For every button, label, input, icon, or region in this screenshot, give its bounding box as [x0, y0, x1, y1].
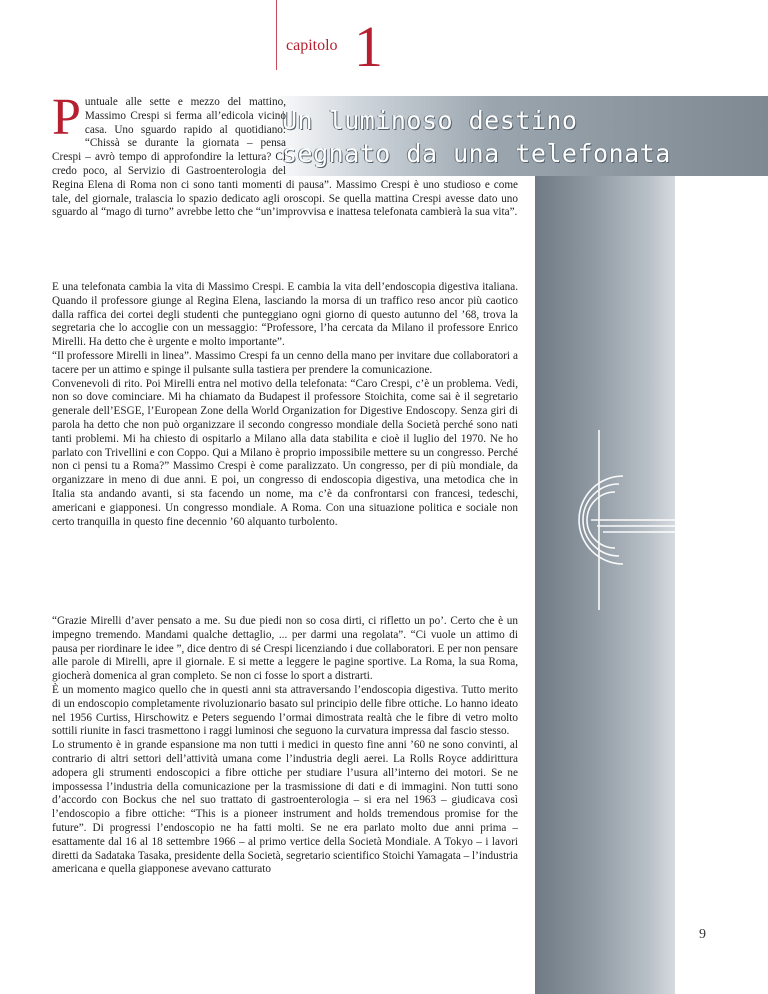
body-paragraph: Convenevoli di rito. Poi Mirelli entra nel motivo della telefonata: “Caro Crespi, c’è un problema. Vedi, non so dove cominciare. Mi ha chiamato da Budapest il professore Stoichita, come sai è il segretario generale dell’ESGE, l’European Zone della World Organization for Digestive Endoscopy. Senza giri di parola ha detto che non può organizzare il secondo congresso mondiale della Società perché sono nati tanti problemi. Mi ha chiesto di ospitarlo a Milano alla data stabilita e cioè il luglio del 1970. Ne ho parlato con Trivellini e con Coppo. Qui a Milano è proprio impossibile mettere su un congresso. Perché non ci pensi tu a Roma?” Massimo Crespi è come paralizzato. Un congresso, per di più mondiale, da organizzare in meno di due anni. E poi, un congresso di endoscopia digestiva, una metodica che in Italia sta andando avanti, si sta facendo un nome, ma c’è da confrontarsi con francesi, tedeschi, americani e giapponesi. Un congresso mondiale. A Roma. Con una situazione politica e sociale non certo tranquilla in questo fine decennio ’60 alquanto turbolento. — [52, 377, 518, 528]
circle-ornament-icon — [535, 420, 675, 620]
middle-paragraph-block — [52, 281, 518, 529]
title-spacer — [286, 96, 518, 176]
body-paragraph: Lo strumento è in grande espansione ma non tutti i medici in questo fine anni ’60 ne sono convinti, al contrario di altri settori dell’attività umana come l’industria degli aerei. La Rolls Royce addirittura adopera gli strumenti endoscopici a fibre ottiche per studiare l’usura all’interno dei motori. Se ne impossessa l’industria della comunicazione per la trasmissione di dati e di immagini. Non tutti sono d’accordo con Bockus che nel suo trattato di gastroenterologia – si era nel 1963 – giudicava così l’endoscopio a fibre ottiche: “This is a pioneer instrument and holds tremendous promise for the future”. Di progressi l’endoscopio ne ha fatti molti. Se ne era parlato molto due anni prima – esattamente dal 16 al 18 settembre 1966 – al primo vertice della Società Mondiale. A Tokyo – i lavori diretti da Sadataka Tasaka, presidente della Società, segretario scientifico Stoichi Yamagata – l’industria americana e quella giapponese avevano catturato — [52, 739, 518, 876]
chapter-number: 1 — [354, 14, 383, 79]
intro-paragraph: untuale alle sette e mezzo del mattino, Massimo Crespi si ferma all’edicola vicino casa. Uno sguardo rapido al quotidiano: “Chissà se durante la giornata – pensa Crespi – avrò tempo di approfondire la lettura? Ci credo poco, al Servizio di Gastroenterologia del Regina Elena di Roma non ci sono tanti momenti di pausa”. Massimo Crespi è uno studioso e come tale, del giornale, tralascia lo spazio dedicato agli oroscopi. Se quella mattina Crespi avesse dato uno sguardo al “mago di turno” avrebbe letto che “un’improvvisa e inattesa telefonata cambierà la sua vita”. — [52, 96, 518, 219]
body-paragraph: “Il professore Mirelli in linea”. Massimo Crespi fa un cenno della mano per invitare due collaboratori a tacere per un attimo e spinge il pulsante sulla tastiera per prendere la comunicazione. — [52, 349, 518, 376]
page-number: 9 — [699, 927, 706, 942]
body-paragraph: E una telefonata cambia la vita di Massimo Crespi. E cambia la vita dell’endoscopia digestiva italiana. Quando il professore giunge al Regina Elena, lasciando la morsa di un traffico reso ancor più caotico dalla raffica dei cortei degli studenti che punteggiano ogni giorno di questo autunno del ’68, trova la segretaria che lo accoglie con un messaggio: “Professore, l’ha cercata da Milano il professore Enrico Mirelli. Ha detto che è urgente e molto importante”. — [52, 281, 518, 349]
chapter-label: capitolo — [286, 37, 338, 54]
body-paragraph: “Grazie Mirelli d’aver pensato a me. Su due piedi non so cosa dirti, ci rifletto un po’. Certo che è un impegno tremendo. Mandami qualche dettaglio, ... per darmi una regolata”. “Ci vuole un attimo di pausa per riordinare le idee ”, dice dentro di sé Crespi licenziando i due collaboratori. E per non pensare alle parole di Mirelli, apre il giornale. E si mette a leggere le pagine sportive. La Roma, la sua Roma, giocherà domenica al gran completo. Se non ci fosse lo sport a distrarti. — [52, 615, 518, 683]
chapter-title-line-2: segnato da una telefonata — [282, 139, 671, 168]
drop-cap: P — [52, 89, 81, 146]
final-paragraph-block — [52, 615, 518, 877]
chapter-rule — [276, 0, 277, 70]
chapter-title-line-1: Un luminoso destino — [282, 106, 578, 135]
body-paragraph: È un momento magico quello che in questi anni sta attraversando l’endoscopia digestiva. Tutto merito di un endoscopio completamente rivoluzionario basato sul principio delle fibre ottiche. Lo hanno ideato nel 1956 Curtiss, Hirschowitz e Peters seguendo l’ormai dimostrata realtà che le fibre di vetro molto sottili riunite in fasci trasmettono i raggi luminosi che seguono la curvatura impressa dal fascio stesso. — [52, 683, 518, 738]
intro-paragraph-block — [52, 89, 518, 220]
